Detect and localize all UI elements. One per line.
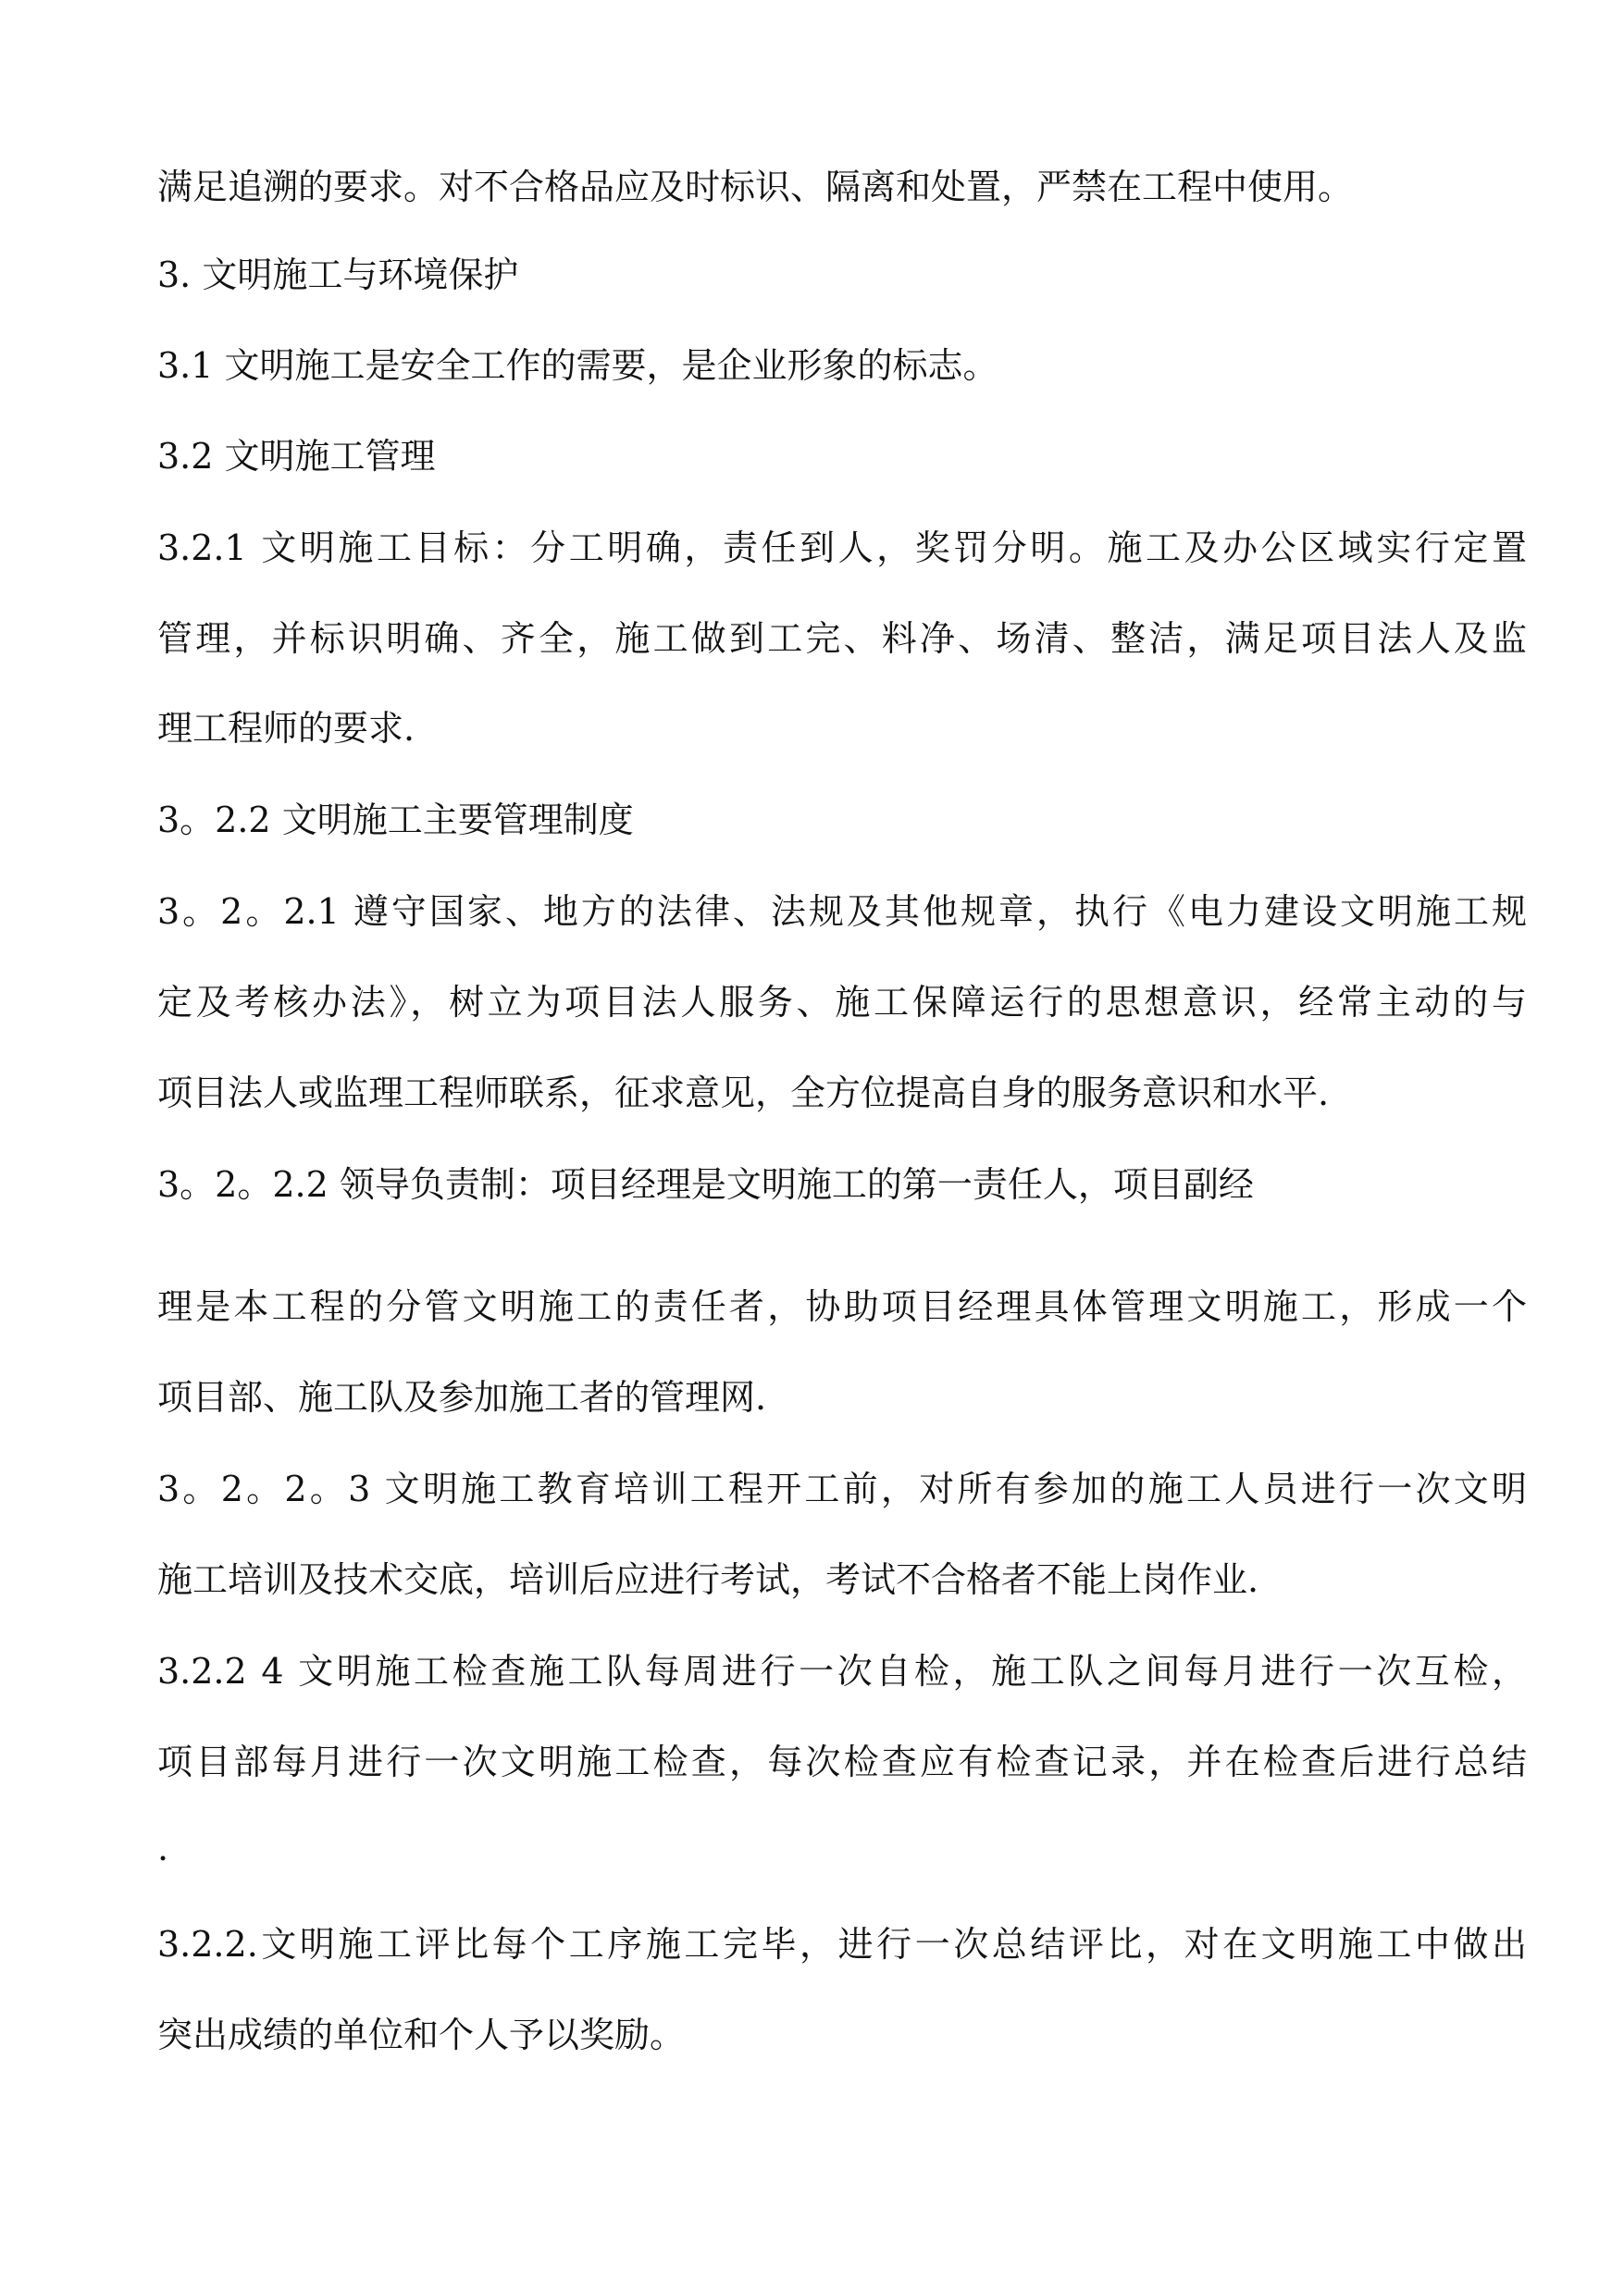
paragraph-line: 定及考核办法》，树立为项目法人服务、施工保障运行的思想意识，经常主动的与 [157, 982, 1527, 1023]
paragraph-line: 3.2.2.文明施工评比每个工序施工完毕，进行一次总结评比，对在文明施工中做出 [157, 1924, 1527, 1965]
paragraph-line: 3。2。2.2 领导负责制：项目经理是文明施工的第一责任人，项目副经 [157, 1164, 1254, 1205]
paragraph-line: . [157, 1828, 169, 1868]
paragraph-line: 理工程师的要求. [157, 708, 415, 749]
paragraph-line: 3。2。2.1 遵守国家、地方的法律、法规及其他规章，执行《电力建设文明施工规 [157, 891, 1527, 932]
paragraph-line: 满足追溯的要求。对不合格品应及时标识、隔离和处置，严禁在工程中使用。 [157, 167, 1354, 207]
paragraph-line: 项目部每月进行一次文明施工检查，每次检查应有检查记录，并在检查后进行总结 [157, 1742, 1527, 1782]
paragraph-line: 项目部、施工队及参加施工者的管理网. [157, 1377, 767, 1418]
section-heading: 3。2.2 文明施工主要管理制度 [157, 800, 634, 840]
paragraph-line: 3.1 文明施工是安全工作的需要，是企业形象的标志。 [157, 345, 998, 386]
paragraph-line: 理是本工程的分管文明施工的责任者，协助项目经理具体管理文明施工，形成一个 [157, 1286, 1527, 1327]
paragraph-line: 管理，并标识明确、齐全，施工做到工完、料净、场清、整洁，满足项目法人及监 [157, 618, 1527, 659]
paragraph-line: 3.2.1 文明施工目标：分工明确，责任到人，奖罚分明。施工及办公区域实行定置 [157, 527, 1527, 568]
paragraph-line: 3.2.2 4 文明施工检查施工队每周进行一次自检，施工队之间每月进行一次互检， [157, 1651, 1527, 1692]
paragraph-line: 施工培训及技术交底，培训后应进行考试，考试不合格者不能上岗作业. [157, 1559, 1259, 1600]
section-heading: 3. 文明施工与环境保护 [157, 254, 519, 295]
section-heading: 3.2 文明施工管理 [157, 436, 436, 477]
paragraph-line: 3。2。2。3 文明施工教育培训工程开工前，对所有参加的施工人员进行一次文明 [157, 1469, 1527, 1509]
paragraph-line: 突出成绩的单位和个人予以奖励。 [157, 2015, 686, 2055]
paragraph-line: 项目法人或监理工程师联系，征求意见，全方位提高自身的服务意识和水平. [157, 1073, 1330, 1113]
